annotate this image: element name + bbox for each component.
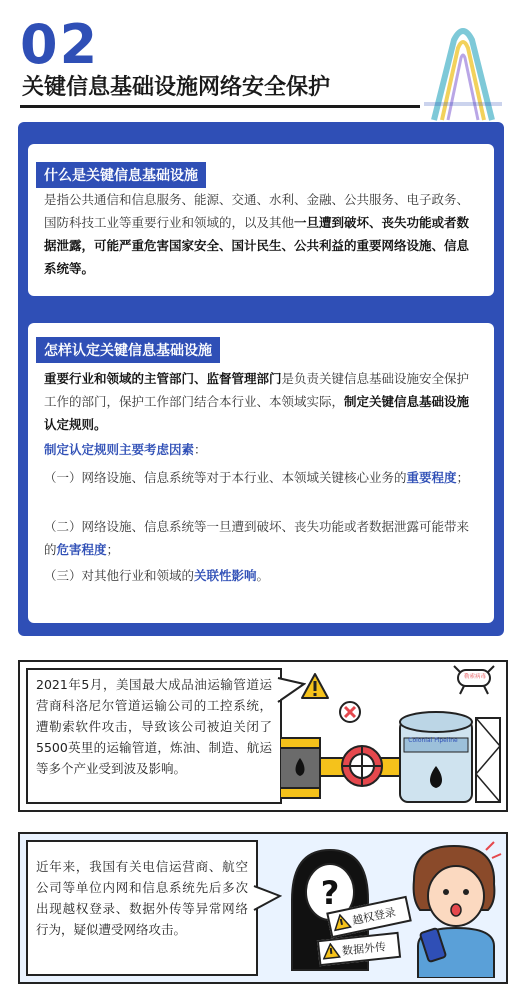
factor-item-1 [44,466,480,489]
alert-1-warning-icon [331,912,352,931]
factor-item-2 [44,515,480,561]
definition-bold-1: 一旦遭到破坏、丧失功能或者数据泄露， [44,215,470,253]
identification-card [28,323,494,623]
title-underline [20,105,420,108]
tank-label: Colonial Pipeline [408,737,458,744]
definition-tag: 什么是关键信息基础设施 [36,162,206,188]
authority-bold: 重要行业和领域的主管部门、监督管理部门 [44,371,282,386]
factor-1-key: 重要程度 [406,470,457,485]
factor-2-end: ； [106,542,120,557]
alert-2-text: 数据外传 [341,940,387,958]
factors-label: 制定认定规则主要考虑因素 [44,442,195,457]
caption-bubble-1 [26,668,282,804]
factors-colon: ： [194,442,207,457]
definition-plain: 是指公共通信和信息服务、能源、交通、水利、金融、公共服务、电子政务、国防科技工业等重要行业和领域的，以及其他 [44,192,470,230]
alert-1-text: 越权登录 [351,905,397,928]
definition-bold-2: 可能严重危害国家安全、国计民生、公共利益的重要网络设施、信息系统等。 [44,238,470,276]
factor-3-key: 关联性影响 [194,568,257,583]
factor-3-end: 。 [256,568,270,583]
definition-text [44,188,480,280]
svg-text:?: ? [320,874,340,912]
page-title: 关键信息基础设施网络安全保护 [22,75,331,100]
caption-text-2: 近年来，我国有关电信运营商、航空公司等单位内网和信息系统先后多次出现越权登录、数据外传等异常网络行为，疑似遭受网络攻击。 [36,859,248,937]
bubble-tail-2 [252,880,282,920]
info-panel [18,122,504,636]
authority-bold-2: 制定关键信息基础设施认定规则。 [44,394,470,432]
definition-card [28,144,494,296]
alert-2-warning-icon [321,942,341,960]
caption-text-1: 2021年5月，美国最大成品油运输管道运营商科洛尼尔管道运输公司的工控系统，遭勒索软件攻击，导致该公司被迫关闭了5500英里的运输管道，炼油、制造、航运等多个产业受到波及影响。 [36,677,272,776]
user-with-phone-illustration [404,840,502,978]
factor-item-3 [44,564,480,587]
identification-tag: 怎样认定关键信息基础设施 [36,337,220,363]
caption-bubble-2 [26,840,258,976]
pipeline-illustration [280,700,502,806]
identification-intro [44,367,480,436]
virus-label: 勒索病毒 [463,674,486,680]
factors-heading [44,438,480,461]
decorative-arch-icon [424,22,502,122]
factor-3-text: （三）对其他行业和领域的 [44,568,195,583]
section-number: 02 [20,13,100,76]
factor-1-end: ； [456,470,470,485]
factor-1-text: （一）网络设施、信息系统等对于本行业、本领域关键核心业务的 [44,470,407,485]
authority-plain: 是负责关键信息基础设施安全保护工作的部门，保护工作部门结合本行业、本领域实际， [44,371,470,409]
factor-2-text: （二）网络设施、信息系统等一旦遭到破坏、丧失功能或者数据泄露可能带来的 [44,519,470,557]
factor-2-key: 危害程度 [56,542,107,557]
warning-icon [300,672,330,700]
